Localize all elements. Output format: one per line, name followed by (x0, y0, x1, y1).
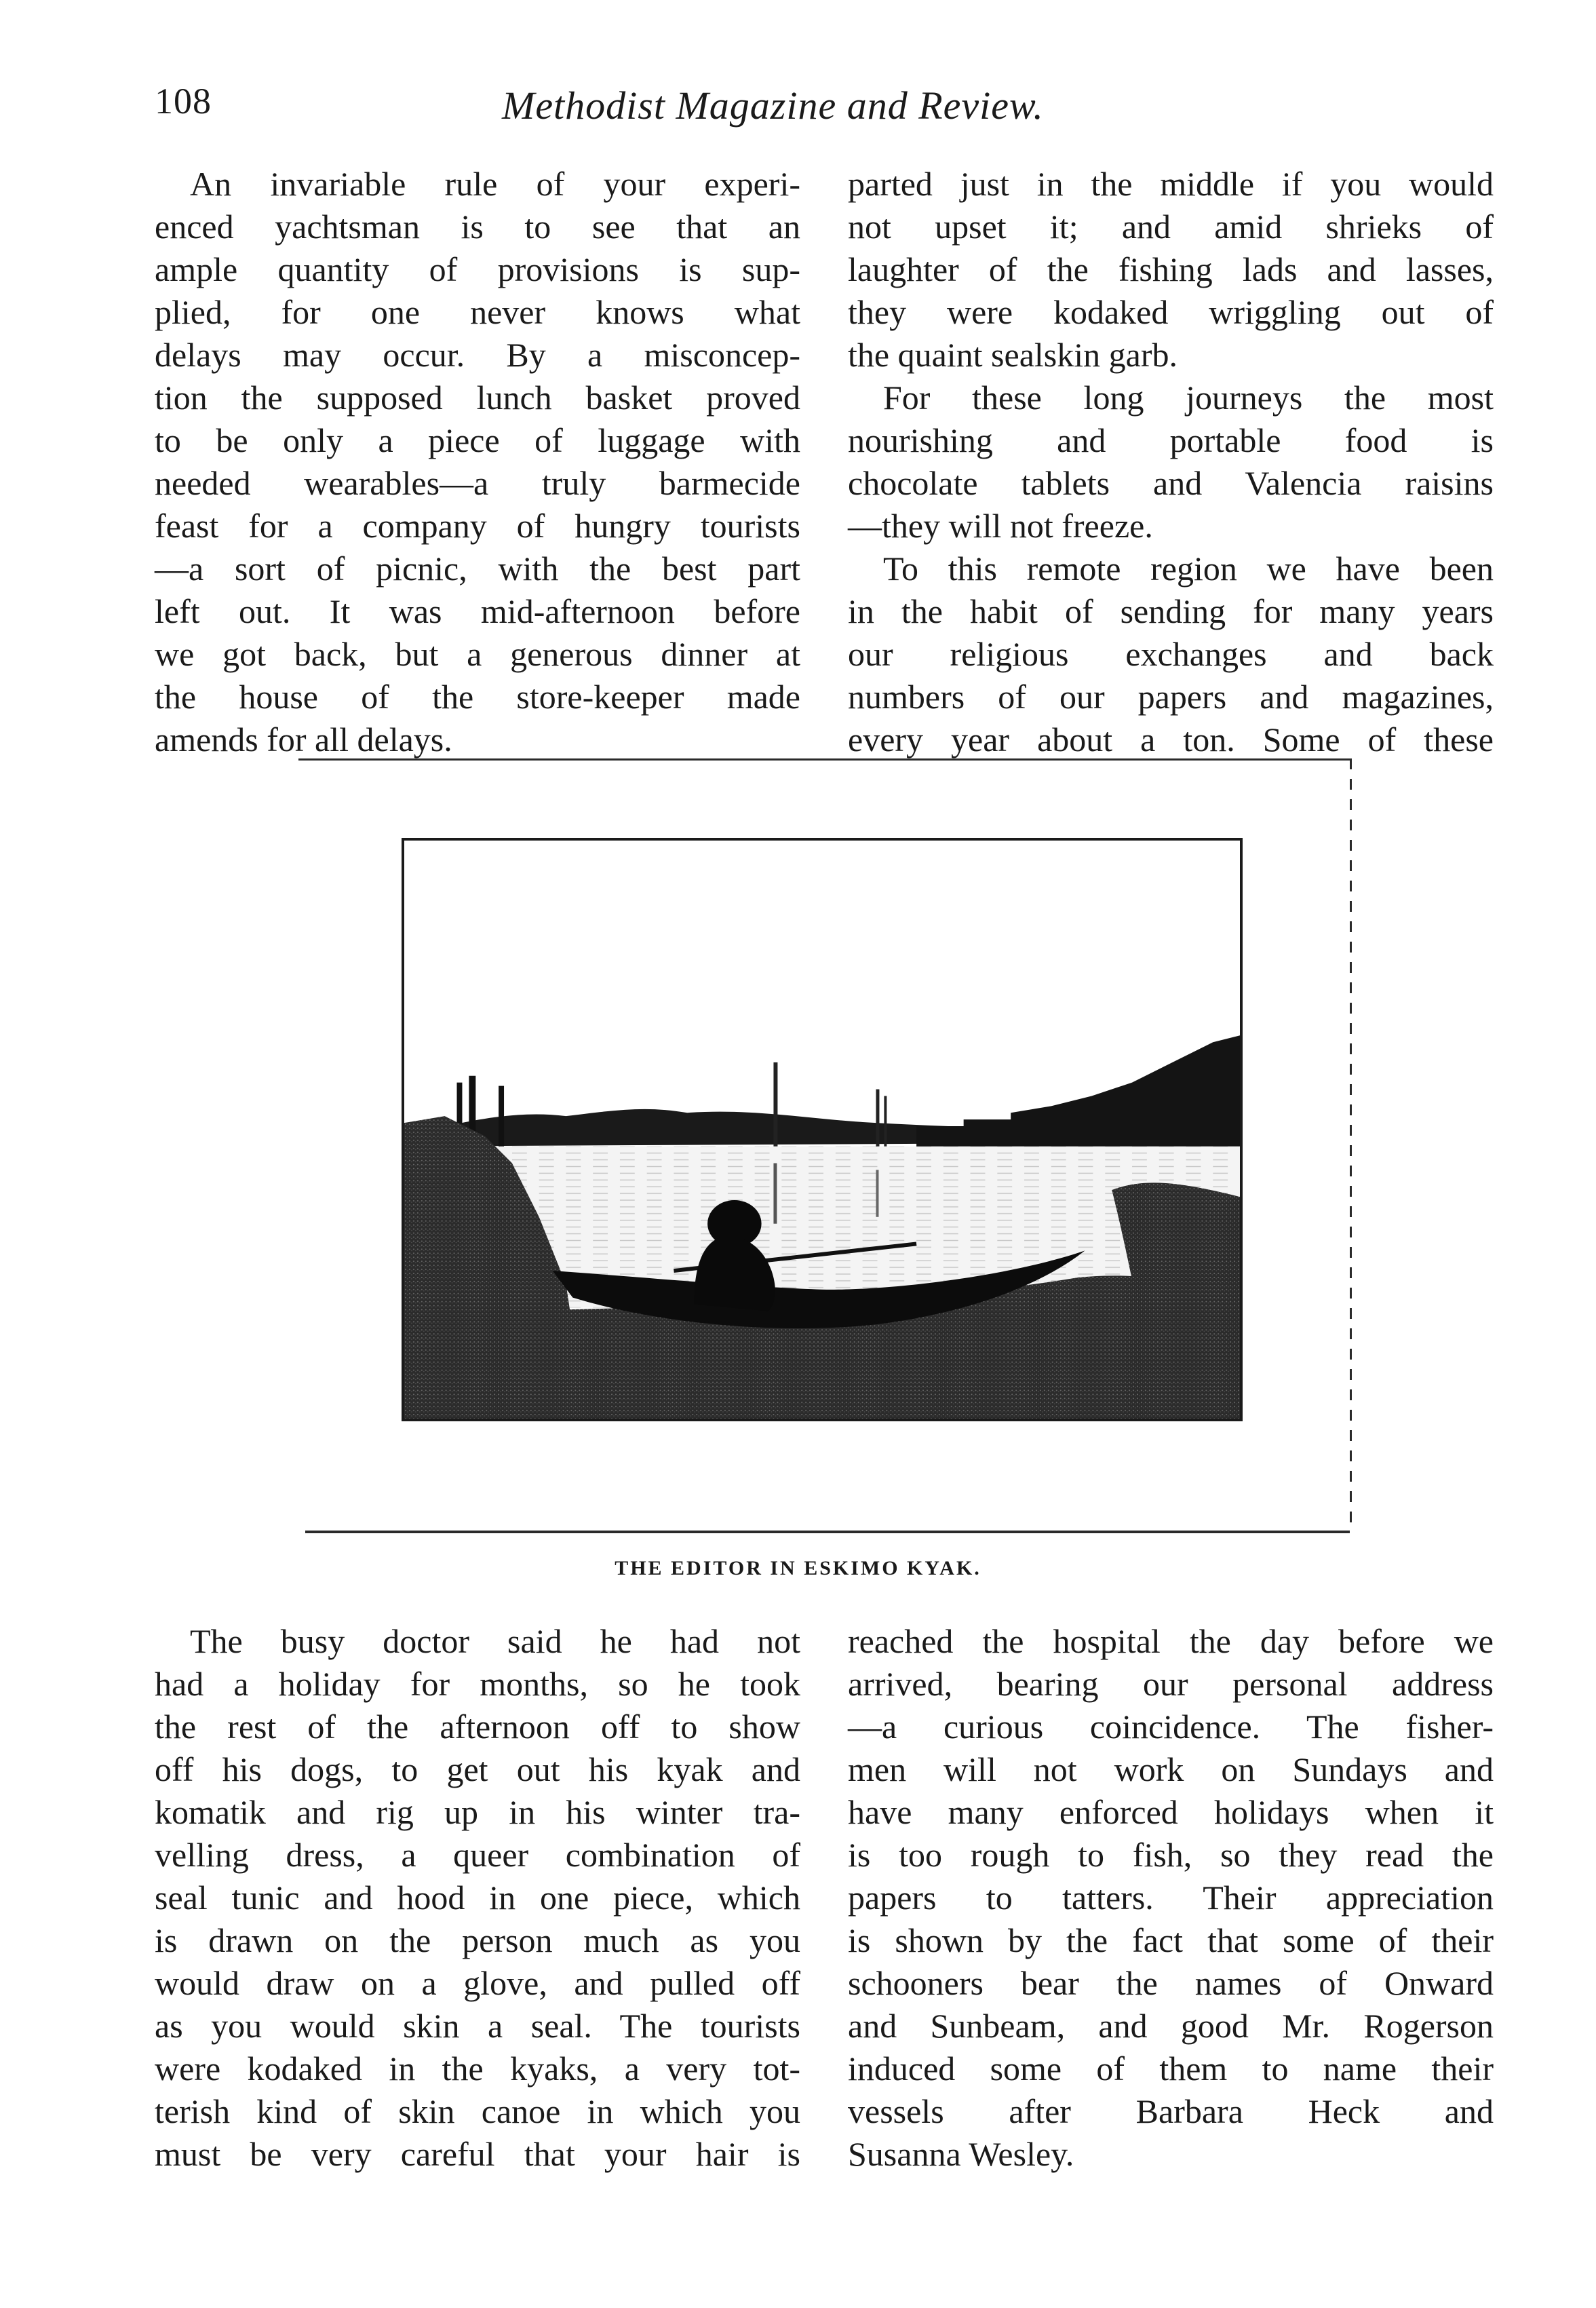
text-line: off his dogs, to get out his kyak and (155, 1750, 800, 1788)
text-line: reached the hospital the day before we (848, 1622, 1494, 1660)
top-right-column (848, 163, 1494, 761)
text-line: in the habit of sending for many years (848, 592, 1494, 630)
text-line: Susanna Wesley. (848, 2135, 1074, 2173)
text-line: arrived, bearing our personal address (848, 1665, 1494, 1703)
text-line: to be only a piece of luggage with (155, 421, 800, 459)
figure-caption: THE EDITOR IN ESKIMO KYAK. (615, 1557, 981, 1579)
text-line: every year about a ton. Some of these (848, 720, 1494, 758)
text-line: numbers of our papers and magazines, (848, 678, 1494, 716)
text-line: —a curious coincidence. The fisher- (848, 1708, 1494, 1746)
text-line: An invariable rule of your experi- (190, 165, 800, 203)
text-line: is drawn on the person much as you (155, 1921, 800, 1959)
text-line: not upset it; and amid shrieks of (848, 208, 1494, 246)
text-line: were kodaked in the kyaks, a very tot- (155, 2050, 800, 2088)
bottom-right-column (848, 1620, 1494, 2176)
text-line: ample quantity of provisions is sup- (155, 250, 800, 288)
text-line: left out. It was mid-afternoon before (155, 592, 800, 630)
text-line: induced some of them to name their (848, 2050, 1494, 2088)
text-line: parted just in the middle if you would (848, 165, 1494, 203)
text-line: needed wearables—a truly barmecide (155, 464, 800, 502)
text-line: is shown by the fact that some of their (848, 1921, 1494, 1959)
running-title: Methodist Magazine and Review. (502, 83, 1044, 128)
text-line: as you would skin a seal. The tourists (155, 2007, 800, 2045)
text-line: papers to tatters. Their appreciation (848, 1879, 1494, 1917)
text-line: —they will not freeze. (848, 507, 1153, 545)
text-line: The busy doctor said he had not (190, 1622, 800, 1660)
bottom-left-column (155, 1620, 800, 2176)
text-line: would draw on a glove, and pulled off (155, 1964, 800, 2002)
text-line: schooners bear the names of Onward (848, 1964, 1494, 2002)
text-line: we got back, but a generous dinner at (155, 635, 800, 673)
text-line: chocolate tablets and Valencia raisins (848, 464, 1494, 502)
figure-rule-right (1350, 758, 1352, 1532)
photograph-editor-in-kyak (402, 838, 1243, 1421)
text-line: delays may occur. By a misconcep- (155, 336, 800, 374)
figure-rule-top (298, 758, 1350, 761)
text-line: the rest of the afternoon off to show (155, 1708, 800, 1746)
text-line: terish kind of skin canoe in which you (155, 2092, 800, 2130)
text-line: seal tunic and hood in one piece, which (155, 1879, 800, 1917)
text-line: velling dress, a queer combination of (155, 1836, 800, 1874)
text-line: amends for all delays. (155, 720, 452, 758)
text-line: must be very careful that your hair is (155, 2135, 800, 2173)
text-line: nourishing and portable food is (848, 421, 1494, 459)
text-line: vessels after Barbara Heck and (848, 2092, 1494, 2130)
text-line: enced yachtsman is to see that an (155, 208, 800, 246)
text-line: the quaint sealskin garb. (848, 336, 1177, 374)
text-line: To this remote region we have been (883, 550, 1494, 588)
text-line: had a holiday for months, so he took (155, 1665, 800, 1703)
text-line: men will not work on Sundays and (848, 1750, 1494, 1788)
text-line: the house of the store-keeper made (155, 678, 800, 716)
text-line: our religious exchanges and back (848, 635, 1494, 673)
text-line: komatik and rig up in his winter tra- (155, 1793, 800, 1831)
kyak-photo-illustration (404, 841, 1240, 1419)
text-line: and Sunbeam, and good Mr. Rogerson (848, 2007, 1494, 2045)
text-line: —a sort of picnic, with the best part (155, 550, 800, 588)
top-left-column (155, 163, 800, 761)
text-line: is too rough to fish, so they read the (848, 1836, 1494, 1874)
text-line: plied, for one never knows what (155, 293, 800, 331)
figure-rule-bottom (305, 1531, 1350, 1533)
text-line: have many enforced holidays when it (848, 1793, 1494, 1831)
text-line: feast for a company of hungry tourists (155, 507, 800, 545)
text-line: tion the supposed lunch basket proved (155, 379, 800, 417)
text-line: they were kodaked wriggling out of (848, 293, 1494, 331)
text-line: laughter of the fishing lads and lasses, (848, 250, 1494, 288)
page-number: 108 (155, 81, 212, 121)
text-line: For these long journeys the most (883, 379, 1494, 417)
